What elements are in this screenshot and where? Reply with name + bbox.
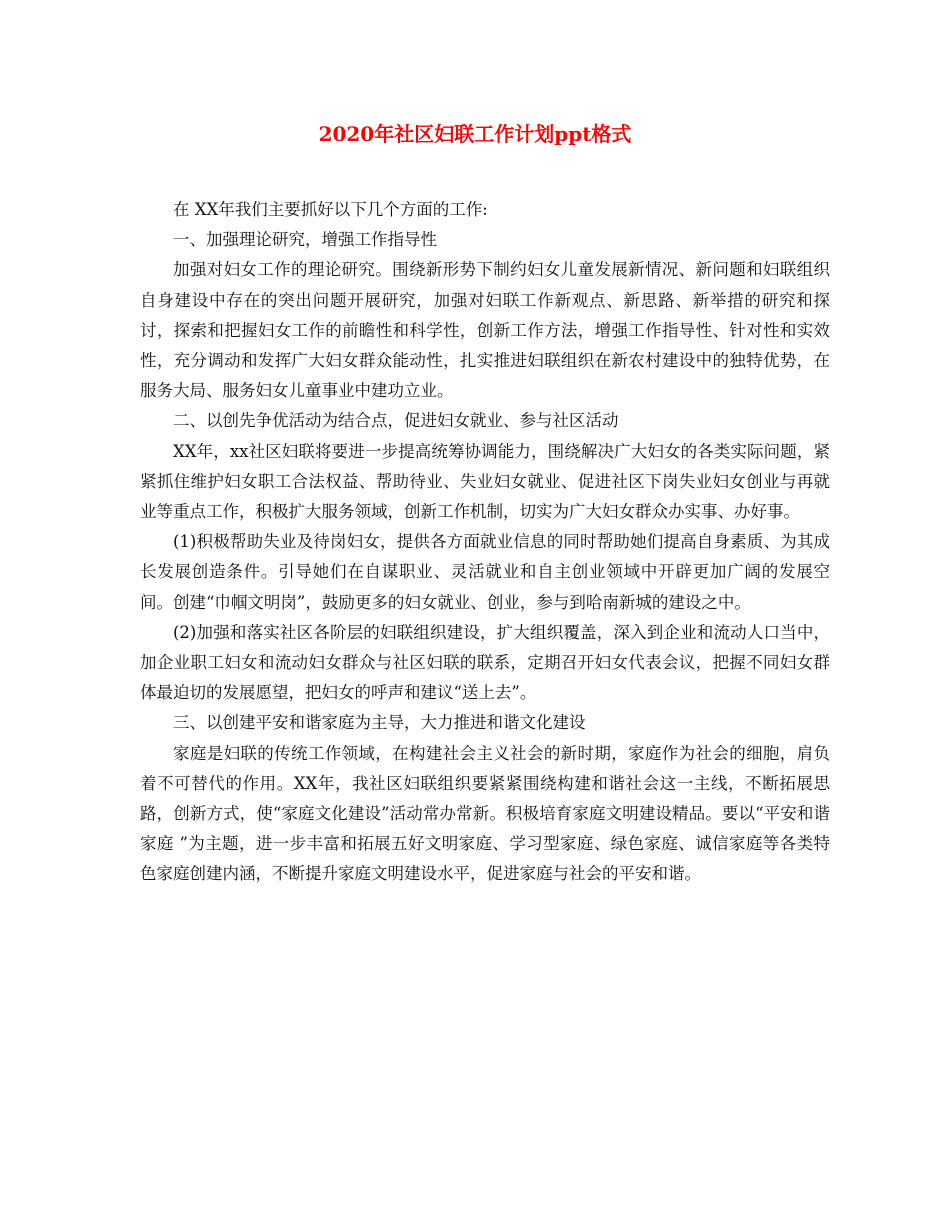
section-heading-3: 三、以创建平安和谐家庭为主导，大力推进和谐文化建设 [173, 713, 586, 733]
body-paragraph: 加强对妇女工作的理论研究。围绕新形势下制约妇女儿童发展新情况、新问题和妇联组织自身建设中存在的突出问题开展研究，加强对妇联工作新观点、新思路、新举措的研究和探讨，探索和把握妇女工作的前瞻性和科学性，创新工作方法，增强工作指导性、针对性和实效性，充分调动和发挥广大妇女群众能动性，扎实推进妇联组织在新农村建设中的独特优势，在服务大局、服务妇女儿童事业中建功立业。 [140, 260, 830, 401]
document-title: 2020年社区妇联工作计划ppt格式 [318, 122, 632, 146]
body-paragraph: 家庭是妇联的传统工作领域，在构建社会主义社会的新时期，家庭作为社会的细胞，肩负着不可替代的作用。XX年，我社区妇联组织要紧紧围绕构建和谐社会这一主线，不断拓展思路，创新方式，使“家庭文化建设”活动常办常新。积极培育家庭文明建设精品。要以“平安和谐家庭 ”为主题，进一步丰富和拓展五好文明家庭、学习型家庭、绿色家庭、诚信家庭等各类特色家庭创建内涵，不断提升家庭文明建设水平，促进家庭与社会的平安和谐。 [140, 743, 830, 884]
section-heading-1: 一、加强理论研究，增强工作指导性 [173, 230, 437, 250]
section-heading-2: 二、以创先争优活动为结合点，促进妇女就业、参与社区活动 [173, 411, 619, 431]
list-item-2: (2)加强和落实社区各阶层的妇联组织建设，扩大组织覆盖，深入到企业和流动人口当中，加企业职工妇女和流动妇女群众与社区妇联的联系，定期召开妇女代表会议，把握不同妇女群体最迫切的发展愿望，把妇女的呼声和建议“送上去”。 [140, 622, 830, 703]
body-paragraph: XX年，xx社区妇联将要进一步提高统筹协调能力，围绕解决广大妇女的各类实际问题，紧紧抓住维护妇女职工合法权益、帮助待业、失业妇女就业、促进社区下岗失业妇女创业与再就业等重点工作，积极扩大服务领域，创新工作机制，切实为广大妇女群众办实事、办好事。 [140, 441, 830, 522]
intro-paragraph: 在 XX年我们主要抓好以下几个方面的工作: [173, 200, 488, 219]
document-body [140, 195, 830, 890]
list-item-1: (1)积极帮助失业及待岗妇女，提供各方面就业信息的同时帮助她们提高自身素质、为其成长发展创造条件。引导她们在自谋职业、灵活就业和自主创业领域中开辟更加广阔的发展空间。创建“巾帼文明岗”，鼓励更多的妇女就业、创业，参与到哈南新城的建设之中。 [140, 532, 830, 612]
